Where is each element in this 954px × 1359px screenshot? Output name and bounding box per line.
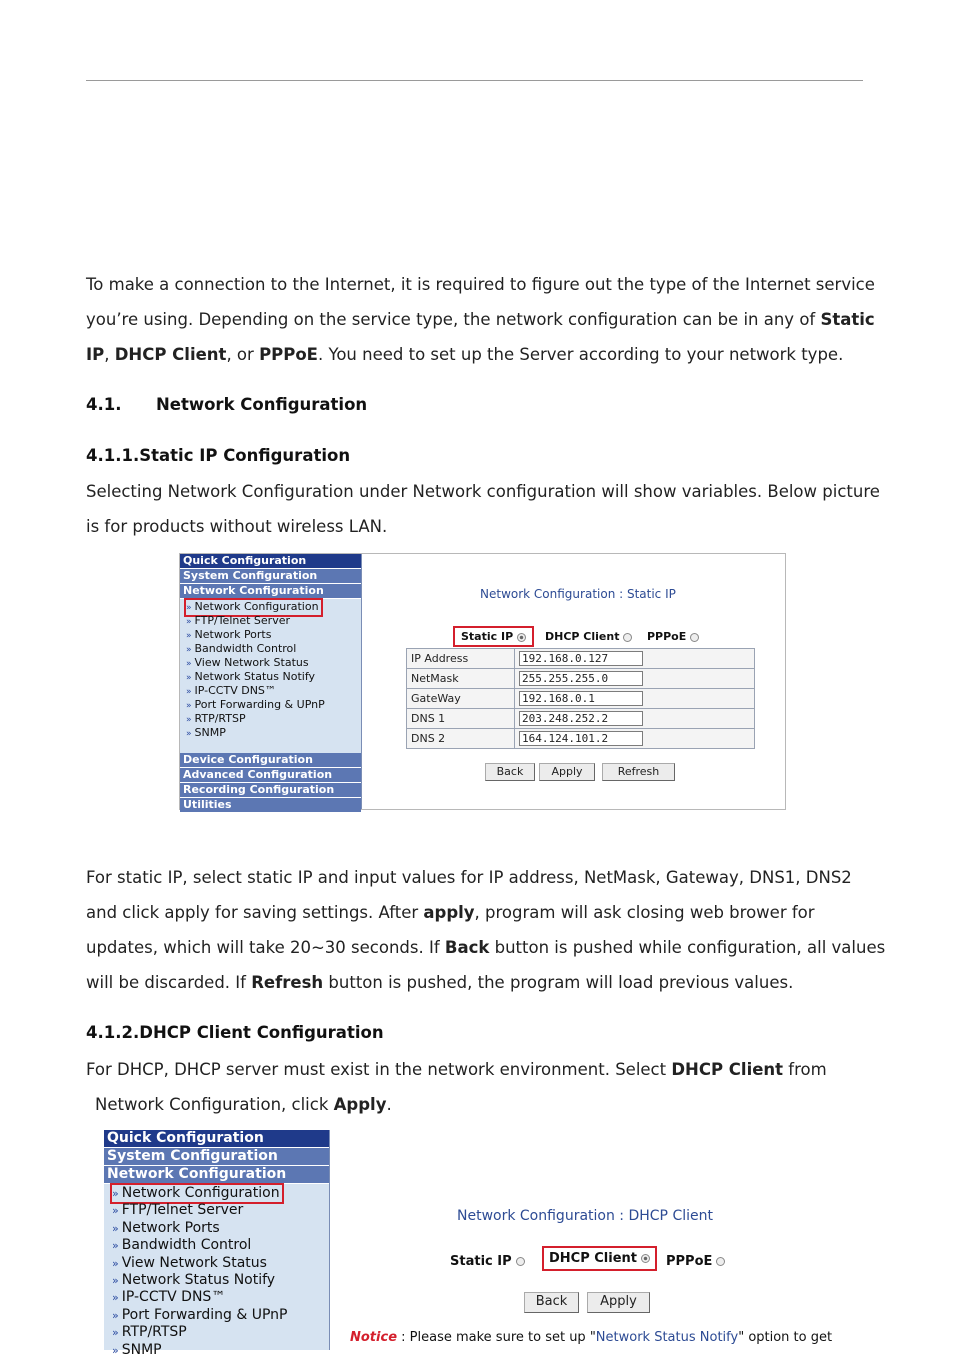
sidebar-item-label: Network Status Notify — [194, 670, 316, 683]
intro-bold-dhcp: DHCP Client — [114, 345, 227, 364]
sidebar-item-label: Port Forwarding & UPnP — [194, 698, 325, 711]
form-row — [407, 689, 755, 709]
intro-text: , or — [226, 345, 260, 364]
pppoe-option[interactable] — [647, 630, 699, 643]
dhcp-apply-button[interactable]: Apply — [587, 1292, 650, 1313]
double-chevron-icon: » — [186, 687, 192, 697]
dhcp-client-label: DHCP Client — [549, 1251, 638, 1266]
notice-text — [350, 1330, 832, 1345]
field-input-gateway[interactable]: 192.168.0.1 — [519, 691, 643, 706]
notice-link[interactable]: Network Status Notify — [595, 1330, 739, 1345]
sidebar-item-network-status-notify[interactable] — [104, 1272, 329, 1289]
double-chevron-icon: » — [112, 1326, 119, 1340]
apply-button[interactable]: Apply — [539, 763, 595, 781]
sidebar-item-network-configuration[interactable] — [104, 1185, 329, 1202]
intro-bold-pppoe: PPPoE — [259, 345, 318, 364]
static-ip-intro — [86, 474, 880, 544]
sidebar-item-ftp-telnet-server[interactable] — [104, 1202, 329, 1219]
radio-icon[interactable] — [716, 1257, 725, 1266]
dhcp-intro-line-1 — [86, 1052, 876, 1087]
sidebar-item-rtp-rtsp[interactable] — [104, 1324, 329, 1341]
heading-4-1-1: 4.1.1.Static IP Configuration — [86, 446, 351, 465]
sidebar-item-label: SNMP — [121, 1341, 162, 1358]
field-cell — [515, 669, 755, 689]
intro-line-3 — [86, 337, 876, 372]
field-input-dns-2[interactable]: 164.124.101.2 — [519, 731, 643, 746]
field-label: GateWay — [407, 689, 515, 709]
sidebar-item-ip-cctv-dns-[interactable] — [180, 684, 361, 698]
explain-text: will be discarded. If — [86, 973, 252, 992]
dhcp-client-label: DHCP Client — [545, 630, 620, 643]
explain-bold-back: Back — [444, 938, 490, 957]
field-label: IP Address — [407, 649, 515, 669]
double-chevron-icon: » — [186, 631, 192, 641]
dhcp-bold-apply: Apply — [333, 1095, 387, 1114]
sidebar-item-network-status-notify[interactable] — [180, 670, 361, 684]
sidebar-item-label: Bandwidth Control — [194, 642, 297, 655]
sidebar-item-label: FTP/Telnet Server — [121, 1202, 244, 1219]
sidebar-item-label: Port Forwarding & UPnP — [121, 1306, 288, 1323]
double-chevron-icon: » — [112, 1343, 119, 1357]
sidebar-item-snmp[interactable] — [180, 726, 361, 740]
sidebar-item-label: Network Configuration — [194, 600, 319, 613]
back-button[interactable]: Back — [485, 763, 535, 781]
field-label: DNS 1 — [407, 709, 515, 729]
explain-text: and click apply for saving settings. After — [86, 903, 424, 922]
field-input-netmask[interactable]: 255.255.255.0 — [519, 671, 643, 686]
pppoe-label: PPPoE — [666, 1254, 713, 1269]
refresh-button[interactable]: Refresh — [602, 763, 675, 781]
sidebar-item-label: RTP/RTSP — [121, 1324, 187, 1341]
double-chevron-icon: » — [186, 729, 192, 739]
field-cell — [515, 689, 755, 709]
form-row — [407, 669, 755, 689]
pppoe-option-2[interactable] — [666, 1254, 725, 1269]
sidebar-item-label: SNMP — [194, 726, 226, 739]
nav-section-network-configuration[interactable]: Network Configuration — [180, 584, 361, 599]
intro-text: you’re using. Depending on the service type, the network configuration can be in any of — [86, 310, 821, 329]
double-chevron-icon: » — [186, 659, 192, 669]
nav-section-quick-configuration[interactable]: Quick Configuration — [180, 554, 361, 569]
sidebar-item-label: View Network Status — [121, 1254, 267, 1271]
sidebar-item-label: Network Ports — [121, 1219, 220, 1236]
heading-4-1-2: 4.1.2.DHCP Client Configuration — [86, 1023, 384, 1042]
sidebar-item-network-ports[interactable] — [180, 628, 361, 642]
explain-text: , program will ask closing web brower for — [474, 903, 815, 922]
static-ip-option-2[interactable] — [450, 1254, 525, 1269]
header-rule — [86, 80, 863, 81]
intro-bold-static: Static — [820, 310, 875, 329]
sidebar-item-label: IP-CCTV DNS™ — [194, 684, 276, 697]
dhcp-client-screenshot — [104, 1130, 864, 1358]
static-ip-label: Static IP — [461, 630, 514, 643]
double-chevron-icon: » — [112, 1308, 119, 1322]
radio-icon[interactable] — [516, 1257, 525, 1266]
nav-section-quick-configuration[interactable]: Quick Configuration — [104, 1130, 329, 1148]
dhcp-intro — [86, 1052, 876, 1122]
dhcp-panel-title: Network Configuration : DHCP Client — [457, 1208, 713, 1224]
sidebar-item-port-forwarding-upnp[interactable] — [180, 698, 361, 712]
heading-4-1: 4.1. Network Configuration — [86, 395, 368, 414]
field-cell — [515, 709, 755, 729]
sidebar-item-view-network-status[interactable] — [180, 656, 361, 670]
sidebar-item-label: Network Configuration — [121, 1185, 280, 1201]
sidebar-item-rtp-rtsp[interactable] — [180, 712, 361, 726]
static-explain-line-1: For static IP, select static IP and input values for IP address, NetMask, Gateway, DNS1, DNS2 — [86, 868, 852, 887]
double-chevron-icon: » — [112, 1256, 119, 1270]
static-ip-option[interactable] — [455, 630, 532, 643]
sidebar-item-ftp-telnet-server[interactable] — [180, 614, 361, 628]
dhcp-back-button[interactable]: Back — [524, 1292, 579, 1313]
double-chevron-icon: » — [186, 673, 192, 683]
explain-text: button is pushed, the program will load previous values. — [323, 973, 794, 992]
intro-line-2 — [86, 302, 876, 337]
double-chevron-icon: » — [186, 715, 192, 725]
static-ip-label: Static IP — [450, 1254, 512, 1269]
static-explain-line-2 — [86, 895, 876, 930]
field-input-ip-address[interactable]: 192.168.0.127 — [519, 651, 643, 666]
sidebar-item-label: FTP/Telnet Server — [194, 614, 291, 627]
form-row — [407, 649, 755, 669]
dhcp-text: . — [386, 1095, 392, 1114]
sidebar-menu-large — [104, 1130, 330, 1358]
field-label: DNS 2 — [407, 729, 515, 749]
dhcp-text: For DHCP, DHCP server must exist in the network environment. Select — [86, 1060, 672, 1079]
nav-section-utilities[interactable]: Utilities — [180, 798, 361, 813]
field-cell — [515, 649, 755, 669]
explain-bold-apply: apply — [423, 903, 475, 922]
sidebar-item-label: RTP/RTSP — [194, 712, 246, 725]
static-ip-explanation — [86, 860, 886, 1000]
radio-icon[interactable] — [623, 633, 632, 642]
double-chevron-icon: » — [186, 617, 192, 627]
intro-text: . You need to set up the Server according to your network type. — [317, 345, 844, 364]
nav-section-device-configuration[interactable]: Device Configuration — [180, 753, 361, 768]
double-chevron-icon: » — [112, 1221, 119, 1235]
sidebar-item-port-forwarding-upnp[interactable] — [104, 1307, 329, 1324]
form-row — [407, 729, 755, 749]
dhcp-text: Network Configuration, click — [95, 1095, 334, 1114]
dhcp-client-option[interactable] — [545, 630, 632, 643]
dhcp-text: from — [783, 1060, 827, 1079]
double-chevron-icon: » — [186, 603, 192, 613]
sidebar-item-label: Network Ports — [194, 628, 272, 641]
dhcp-client-option-2[interactable] — [544, 1251, 655, 1266]
static-ip-screenshot — [179, 553, 786, 810]
radio-selected-icon[interactable] — [641, 1254, 650, 1263]
double-chevron-icon: » — [112, 1273, 119, 1287]
sidebar-item-bandwidth-control[interactable] — [104, 1237, 329, 1254]
sidebar-item-bandwidth-control[interactable] — [180, 642, 361, 656]
field-label: NetMask — [407, 669, 515, 689]
notice-label: Notice — [350, 1330, 398, 1345]
double-chevron-icon: » — [112, 1187, 119, 1200]
explain-text: button is pushed while configuration, all values — [489, 938, 886, 957]
radio-icon[interactable] — [690, 633, 699, 642]
sidebar-item-label: IP-CCTV DNS™ — [121, 1289, 226, 1306]
static-explain-line-3 — [86, 930, 886, 965]
explain-text: updates, which will take 20~30 seconds. If — [86, 938, 445, 957]
notice-body: " option to get — [738, 1330, 833, 1345]
sidebar-menu — [180, 554, 362, 809]
intro-text: , — [104, 345, 115, 364]
intro-paragraph — [86, 267, 876, 372]
sidebar-item-snmp[interactable] — [104, 1342, 329, 1359]
double-chevron-icon: » — [186, 701, 192, 711]
double-chevron-icon: » — [112, 1239, 119, 1253]
explain-bold-refresh: Refresh — [251, 973, 324, 992]
field-cell — [515, 729, 755, 749]
radio-selected-icon[interactable] — [517, 633, 526, 642]
sidebar-item-view-network-status[interactable] — [104, 1255, 329, 1272]
nav-section-network-configuration[interactable]: Network Configuration — [104, 1166, 329, 1184]
notice-body: : Please make sure to set up " — [397, 1330, 596, 1345]
pppoe-label: PPPoE — [647, 630, 687, 643]
sidebar-item-network-ports[interactable] — [104, 1220, 329, 1237]
sidebar-item-label: Bandwidth Control — [121, 1237, 252, 1254]
dhcp-intro-line-2 — [86, 1087, 876, 1122]
static-ip-form — [406, 648, 755, 749]
static-ip-panel — [363, 554, 785, 809]
double-chevron-icon: » — [112, 1204, 119, 1218]
sidebar-item-label: View Network Status — [194, 656, 309, 669]
sidebar-item-label: Network Status Notify — [121, 1271, 276, 1288]
double-chevron-icon: » — [112, 1291, 119, 1305]
static-ip-intro-line-1: Selecting Network Configuration under Network configuration will show variables. Below picture — [86, 482, 880, 501]
nav-section-system-configuration[interactable]: System Configuration — [180, 569, 361, 584]
sidebar-item-network-configuration[interactable] — [180, 600, 361, 614]
nav-section-system-configuration[interactable]: System Configuration — [104, 1148, 329, 1166]
nav-section-recording-configuration[interactable]: Recording Configuration — [180, 783, 361, 798]
intro-line-1: To make a connection to the Internet, it is required to figure out the type of the Internet service — [86, 275, 875, 294]
form-row — [407, 709, 755, 729]
panel-title: Network Configuration : Static IP — [480, 587, 676, 601]
sidebar-item-ip-cctv-dns-[interactable] — [104, 1289, 329, 1306]
dhcp-bold-client: DHCP Client — [671, 1060, 784, 1079]
double-chevron-icon: » — [186, 645, 192, 655]
field-input-dns-1[interactable]: 203.248.252.2 — [519, 711, 643, 726]
static-ip-intro-line-2: is for products without wireless LAN. — [86, 517, 388, 536]
nav-section-advanced-configuration[interactable]: Advanced Configuration — [180, 768, 361, 783]
intro-bold-ip: IP — [86, 345, 105, 364]
static-explain-line-4 — [86, 965, 876, 1000]
